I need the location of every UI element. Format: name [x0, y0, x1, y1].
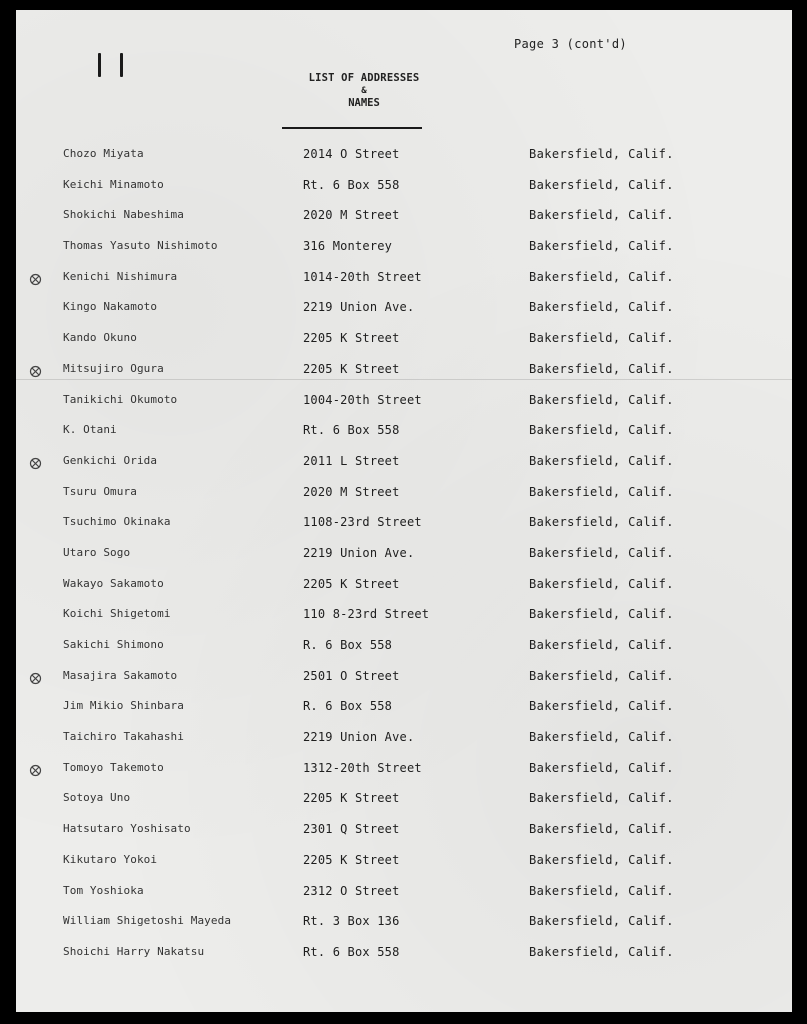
entry-name: Shoichi Harry Nakatsu [63, 944, 205, 958]
entry-address: 1004-20th Street [303, 392, 422, 407]
entry-address: Rt. 6 Box 558 [303, 423, 400, 438]
list-item [16, 362, 792, 393]
entry-city: Bakersfield, Calif. [529, 423, 674, 438]
entry-name: Utaro Sogo [63, 545, 131, 559]
list-item [16, 454, 792, 485]
list-item [16, 884, 792, 915]
entry-address: 2205 K Street [303, 576, 400, 591]
list-item [16, 791, 792, 822]
entry-city: Bakersfield, Calif. [529, 791, 674, 806]
entry-name: Koichi Shigetomi [63, 607, 171, 621]
entry-name: Genkichi Orida [63, 453, 158, 467]
entry-city: Bakersfield, Calif. [529, 208, 674, 223]
list-item [16, 853, 792, 884]
entry-address: 2312 O Street [303, 883, 400, 898]
entry-city: Bakersfield, Calif. [529, 607, 674, 622]
circled-cross-check-icon [29, 457, 42, 470]
entry-address: 2014 O Street [303, 147, 400, 161]
entry-address: 2301 Q Street [303, 822, 400, 837]
entry-address: 2205 K Street [303, 361, 400, 376]
list-item [16, 239, 792, 270]
list-item [16, 178, 792, 209]
entry-address: 316 Monterey [303, 239, 393, 254]
list-item [16, 577, 792, 608]
entry-address: 2020 M Street [303, 208, 400, 223]
entry-city: Bakersfield, Calif. [529, 331, 674, 346]
circled-cross-check-icon [29, 365, 42, 378]
entry-name: Kikutaro Yokoi [63, 852, 158, 866]
entry-address: 1312-20th Street [303, 760, 422, 775]
entry-city: Bakersfield, Calif. [529, 239, 674, 254]
entry-city: Bakersfield, Calif. [529, 576, 674, 591]
entry-name: Sotoya Uno [63, 791, 131, 805]
circled-cross-check-icon [29, 273, 42, 286]
entry-address: 2205 K Street [303, 852, 400, 867]
entry-address: Rt. 3 Box 136 [303, 914, 400, 929]
punch-mark-left [98, 53, 101, 77]
entry-name: Sakichi Shimono [63, 638, 164, 651]
title-underline [282, 127, 422, 129]
entry-city: Bakersfield, Calif. [529, 545, 674, 560]
entry-address: 110 8-23rd Street [303, 607, 430, 622]
list-item [16, 638, 792, 669]
title-line-1: LIST OF ADDRESSES [308, 72, 420, 84]
list-item [16, 607, 792, 638]
entry-city: Bakersfield, Calif. [529, 668, 674, 683]
entry-name: Kingo Nakamoto [63, 300, 158, 314]
entry-address: 2501 O Street [303, 668, 400, 683]
list-item [16, 270, 792, 301]
list-item [16, 208, 792, 239]
page-note: Page 3 (cont'd) [514, 37, 627, 51]
title-ampersand: & [361, 86, 367, 96]
entry-city: Bakersfield, Calif. [529, 392, 674, 407]
punch-mark-right [120, 53, 123, 77]
entry-city: Bakersfield, Calif. [529, 914, 674, 929]
list-item [16, 515, 792, 546]
list-item [16, 331, 792, 362]
entry-address: Rt. 6 Box 558 [303, 944, 400, 959]
entry-name: Tom Yoshioka [63, 883, 144, 897]
list-item [16, 730, 792, 761]
entry-city: Bakersfield, Calif. [529, 515, 674, 530]
entry-city: Bakersfield, Calif. [529, 852, 674, 867]
entry-city: Bakersfield, Calif. [529, 177, 674, 192]
entry-address: 1108-23rd Street [303, 515, 422, 530]
list-item [16, 822, 792, 853]
entry-name: Kando Okuno [63, 331, 137, 345]
entry-name: Mitsujiro Ogura [63, 361, 164, 375]
list-item [16, 699, 792, 730]
entry-city: Bakersfield, Calif. [529, 638, 674, 652]
entry-city: Bakersfield, Calif. [529, 883, 674, 898]
entry-name: William Shigetoshi Mayeda [63, 914, 232, 928]
list-item [16, 761, 792, 792]
entry-address: R. 6 Box 558 [303, 638, 393, 652]
entry-name: Thomas Yasuto Nishimoto [63, 239, 218, 253]
entry-name: Shokichi Nabeshima [63, 208, 185, 222]
entry-city: Bakersfield, Calif. [529, 269, 674, 284]
entry-name: Wakayo Sakamoto [63, 576, 164, 590]
entry-address: Rt. 6 Box 558 [303, 177, 400, 192]
list-item [16, 945, 792, 976]
entry-city: Bakersfield, Calif. [529, 484, 674, 499]
entry-name: Tsuru Omura [63, 484, 137, 498]
entry-address: 2219 Union Ave. [303, 300, 415, 315]
list-item [16, 300, 792, 331]
entry-address: 2219 Union Ave. [303, 730, 415, 745]
entry-name: Kenichi Nishimura [63, 269, 178, 283]
address-list [16, 147, 792, 976]
list-item [16, 393, 792, 424]
list-item [16, 914, 792, 945]
entry-address: 1014-20th Street [303, 269, 422, 284]
entry-address: 2020 M Street [303, 484, 400, 499]
entry-city: Bakersfield, Calif. [529, 699, 674, 714]
entry-name: Taichiro Takahashi [63, 730, 185, 744]
document-page [16, 10, 792, 1012]
circled-cross-check-icon [29, 764, 42, 777]
entry-name: Masajira Sakamoto [63, 668, 178, 682]
entry-address: 2205 K Street [303, 791, 400, 806]
circled-cross-check-icon [29, 672, 42, 685]
entry-name: Tanikichi Okumoto [63, 392, 178, 406]
list-item [16, 423, 792, 454]
entry-city: Bakersfield, Calif. [529, 147, 674, 161]
list-item [16, 485, 792, 516]
entry-name: Jim Mikio Shinbara [63, 699, 185, 713]
entry-name: K. Otani [63, 423, 117, 437]
entry-address: 2205 K Street [303, 331, 400, 346]
entry-city: Bakersfield, Calif. [529, 944, 674, 959]
entry-city: Bakersfield, Calif. [529, 361, 674, 376]
entry-address: R. 6 Box 558 [303, 699, 393, 714]
list-item [16, 546, 792, 577]
document-title [274, 72, 454, 109]
entry-name: Hatsutaro Yoshisato [63, 822, 191, 836]
entry-city: Bakersfield, Calif. [529, 453, 674, 468]
entry-city: Bakersfield, Calif. [529, 760, 674, 775]
title-line-2: NAMES [348, 97, 380, 109]
entry-city: Bakersfield, Calif. [529, 300, 674, 315]
entry-city: Bakersfield, Calif. [529, 822, 674, 837]
entry-city: Bakersfield, Calif. [529, 730, 674, 745]
entry-name: Tomoyo Takemoto [63, 760, 164, 774]
list-item [16, 147, 792, 178]
list-item [16, 669, 792, 700]
entry-name: Chozo Miyata [63, 147, 144, 160]
entry-address: 2219 Union Ave. [303, 545, 415, 560]
entry-name: Keichi Minamoto [63, 177, 164, 191]
entry-address: 2011 L Street [303, 453, 400, 468]
entry-name: Tsuchimo Okinaka [63, 515, 171, 529]
